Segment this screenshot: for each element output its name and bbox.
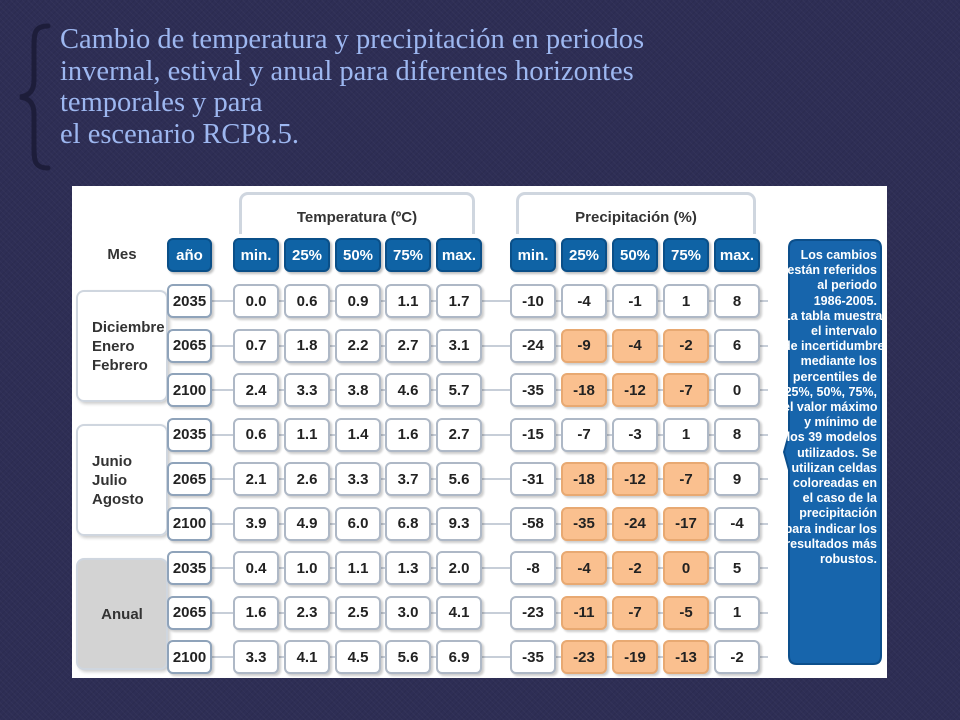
precip-cell: -18 xyxy=(561,462,607,496)
precip-cell: 9 xyxy=(714,462,760,496)
precip-cell: 0 xyxy=(714,373,760,407)
season-label: Agosto xyxy=(92,490,144,508)
precip-cell: -23 xyxy=(561,640,607,674)
precip-cell: -35 xyxy=(510,373,556,407)
temp-cell: 5.7 xyxy=(436,373,482,407)
year-cell: 2100 xyxy=(167,373,212,407)
note-line: mediante los xyxy=(800,354,877,369)
season-block xyxy=(76,558,168,670)
temp-cell: 6.8 xyxy=(385,507,431,541)
month-header: Mes xyxy=(107,246,137,263)
year-cell: 2035 xyxy=(167,284,212,318)
precip-cell: -7 xyxy=(663,373,709,407)
temp-cell: 5.6 xyxy=(385,640,431,674)
temp-cell: 0.7 xyxy=(233,329,279,363)
precip-cell: -31 xyxy=(510,462,556,496)
precip-cell: -24 xyxy=(510,329,556,363)
temp-cell: 2.7 xyxy=(385,329,431,363)
precip-cell: -9 xyxy=(561,329,607,363)
temp-cell: 1.8 xyxy=(284,329,330,363)
temp-col-header: 75% xyxy=(385,238,431,272)
precip-col-header: max. xyxy=(714,238,760,272)
year-cell: 2100 xyxy=(167,507,212,541)
temp-cell: 3.3 xyxy=(233,640,279,674)
note-line: y mínimo de xyxy=(804,415,877,430)
season-label: Febrero xyxy=(92,356,148,374)
note-line: los 39 modelos xyxy=(786,430,877,445)
precip-col-header: 50% xyxy=(612,238,658,272)
temp-cell: 1.0 xyxy=(284,551,330,585)
note-line: coloreadas en xyxy=(792,476,877,491)
title-line: el escenario RCP8.5. xyxy=(60,118,300,150)
temp-cell: 3.7 xyxy=(385,462,431,496)
temp-cell: 3.0 xyxy=(385,596,431,630)
season-label: Diciembre xyxy=(92,318,165,336)
note-line: utilizan celdas xyxy=(791,460,877,475)
precip-col-header: 25% xyxy=(561,238,607,272)
precip-cell: -7 xyxy=(663,462,709,496)
note-line: el valor máximo xyxy=(783,400,878,415)
temp-cell: 3.3 xyxy=(335,462,381,496)
slide-title xyxy=(60,24,940,150)
note-line: percentiles de xyxy=(792,369,877,384)
year-cell: 2100 xyxy=(167,640,212,674)
precip-cell: -11 xyxy=(561,596,607,630)
temp-cell: 4.5 xyxy=(335,640,381,674)
season-label: Anual xyxy=(101,605,143,623)
note-line: el intervalo xyxy=(811,324,877,339)
temp-cell: 0.6 xyxy=(284,284,330,318)
temp-cell: 1.1 xyxy=(385,284,431,318)
note-line: precipitación xyxy=(799,506,877,521)
precip-cell: -10 xyxy=(510,284,556,318)
temp-col-header: max. xyxy=(436,238,482,272)
precip-cell: -4 xyxy=(561,284,607,318)
note-line: Los cambios xyxy=(800,248,877,262)
precip-cell: -5 xyxy=(663,596,709,630)
temp-cell: 5.6 xyxy=(436,462,482,496)
temp-cell: 1.6 xyxy=(233,596,279,630)
temp-cell: 1.1 xyxy=(335,551,381,585)
temp-cell: 0.6 xyxy=(233,418,279,452)
precip-cell: 1 xyxy=(663,284,709,318)
precip-cell: -4 xyxy=(612,329,658,363)
note-line: al periodo xyxy=(817,278,877,293)
precip-cell: -19 xyxy=(612,640,658,674)
precip-cell: -2 xyxy=(612,551,658,585)
temp-cell: 3.9 xyxy=(233,507,279,541)
note-line: 1986-2005. xyxy=(813,293,877,308)
precip-cell: -12 xyxy=(612,462,658,496)
temp-cell: 2.1 xyxy=(233,462,279,496)
precip-cell: -23 xyxy=(510,596,556,630)
precip-cell: 6 xyxy=(714,329,760,363)
precip-cell: -4 xyxy=(714,507,760,541)
precip-col-header: 75% xyxy=(663,238,709,272)
precip-cell: -1 xyxy=(612,284,658,318)
precip-col-header: min. xyxy=(510,238,556,272)
precip-cell: -4 xyxy=(561,551,607,585)
precip-cell: -7 xyxy=(612,596,658,630)
precip-cell: -13 xyxy=(663,640,709,674)
temp-cell: 4.6 xyxy=(385,373,431,407)
note-line: de incertidumbre xyxy=(783,339,885,354)
note-line: para indicar los xyxy=(784,521,877,536)
season-label: Julio xyxy=(92,471,128,489)
season-block xyxy=(76,424,168,536)
temp-cell: 1.6 xyxy=(385,418,431,452)
temp-cell: 9.3 xyxy=(436,507,482,541)
temp-cell: 2.2 xyxy=(335,329,381,363)
temperature-group-header: Temperatura (ºC) xyxy=(239,192,475,234)
title-line: Cambio de temperatura y precipitación en periodos xyxy=(60,24,645,55)
title-line: temporales y para xyxy=(60,87,263,118)
season-label: Junio xyxy=(92,452,132,470)
season-label: Enero xyxy=(92,337,135,355)
climate-table xyxy=(72,186,887,678)
temp-cell: 2.0 xyxy=(436,551,482,585)
explanation-note xyxy=(783,238,883,666)
year-cell: 2065 xyxy=(167,462,212,496)
temp-cell: 3.1 xyxy=(436,329,482,363)
precip-cell: 0 xyxy=(663,551,709,585)
precip-cell: 8 xyxy=(714,284,760,318)
temp-cell: 4.9 xyxy=(284,507,330,541)
precip-cell: -17 xyxy=(663,507,709,541)
precip-cell: -8 xyxy=(510,551,556,585)
precip-cell: -24 xyxy=(612,507,658,541)
temp-cell: 3.8 xyxy=(335,373,381,407)
year-cell: 2035 xyxy=(167,418,212,452)
temp-cell: 4.1 xyxy=(436,596,482,630)
left-brace-icon xyxy=(14,22,56,172)
temp-cell: 2.4 xyxy=(233,373,279,407)
temp-cell: 2.5 xyxy=(335,596,381,630)
temp-col-header: min. xyxy=(233,238,279,272)
year-cell: 2065 xyxy=(167,329,212,363)
year-cell: 2035 xyxy=(167,551,212,585)
precip-cell: -35 xyxy=(561,507,607,541)
precip-cell: -35 xyxy=(510,640,556,674)
temp-cell: 1.7 xyxy=(436,284,482,318)
note-line: están referidos xyxy=(787,263,877,278)
temp-cell: 1.3 xyxy=(385,551,431,585)
precip-cell: -3 xyxy=(612,418,658,452)
temp-cell: 2.3 xyxy=(284,596,330,630)
temp-cell: 0.9 xyxy=(335,284,381,318)
temp-cell: 1.4 xyxy=(335,418,381,452)
note-line: resultados más xyxy=(785,536,877,551)
temp-cell: 2.6 xyxy=(284,462,330,496)
temp-cell: 6.0 xyxy=(335,507,381,541)
note-line: 25%, 50%, 75%, xyxy=(784,384,877,399)
temp-cell: 1.1 xyxy=(284,418,330,452)
precipitation-group-header: Precipitación (%) xyxy=(516,192,756,234)
precip-cell: -2 xyxy=(663,329,709,363)
precip-cell: 1 xyxy=(663,418,709,452)
temp-cell: 3.3 xyxy=(284,373,330,407)
note-line: el caso de la xyxy=(802,491,877,506)
season-block xyxy=(76,290,168,402)
precip-cell: 5 xyxy=(714,551,760,585)
temp-col-header: 50% xyxy=(335,238,381,272)
year-cell: 2065 xyxy=(167,596,212,630)
temp-cell: 0.4 xyxy=(233,551,279,585)
precip-cell: -2 xyxy=(714,640,760,674)
precip-cell: 1 xyxy=(714,596,760,630)
temp-col-header: 25% xyxy=(284,238,330,272)
precip-cell: -18 xyxy=(561,373,607,407)
note-line: La tabla muestra xyxy=(783,308,883,323)
temp-cell: 2.7 xyxy=(436,418,482,452)
temp-cell: 4.1 xyxy=(284,640,330,674)
precip-cell: -12 xyxy=(612,373,658,407)
precip-cell: 8 xyxy=(714,418,760,452)
year-header: año xyxy=(167,238,212,272)
note-line: utilizados. Se xyxy=(797,445,877,460)
precip-cell: -15 xyxy=(510,418,556,452)
title-line: invernal, estival y anual para diferentes horizontes xyxy=(60,55,634,87)
precip-cell: -7 xyxy=(561,418,607,452)
temp-cell: 6.9 xyxy=(436,640,482,674)
temp-cell: 0.0 xyxy=(233,284,279,318)
note-line: robustos. xyxy=(820,552,877,567)
precip-cell: -58 xyxy=(510,507,556,541)
